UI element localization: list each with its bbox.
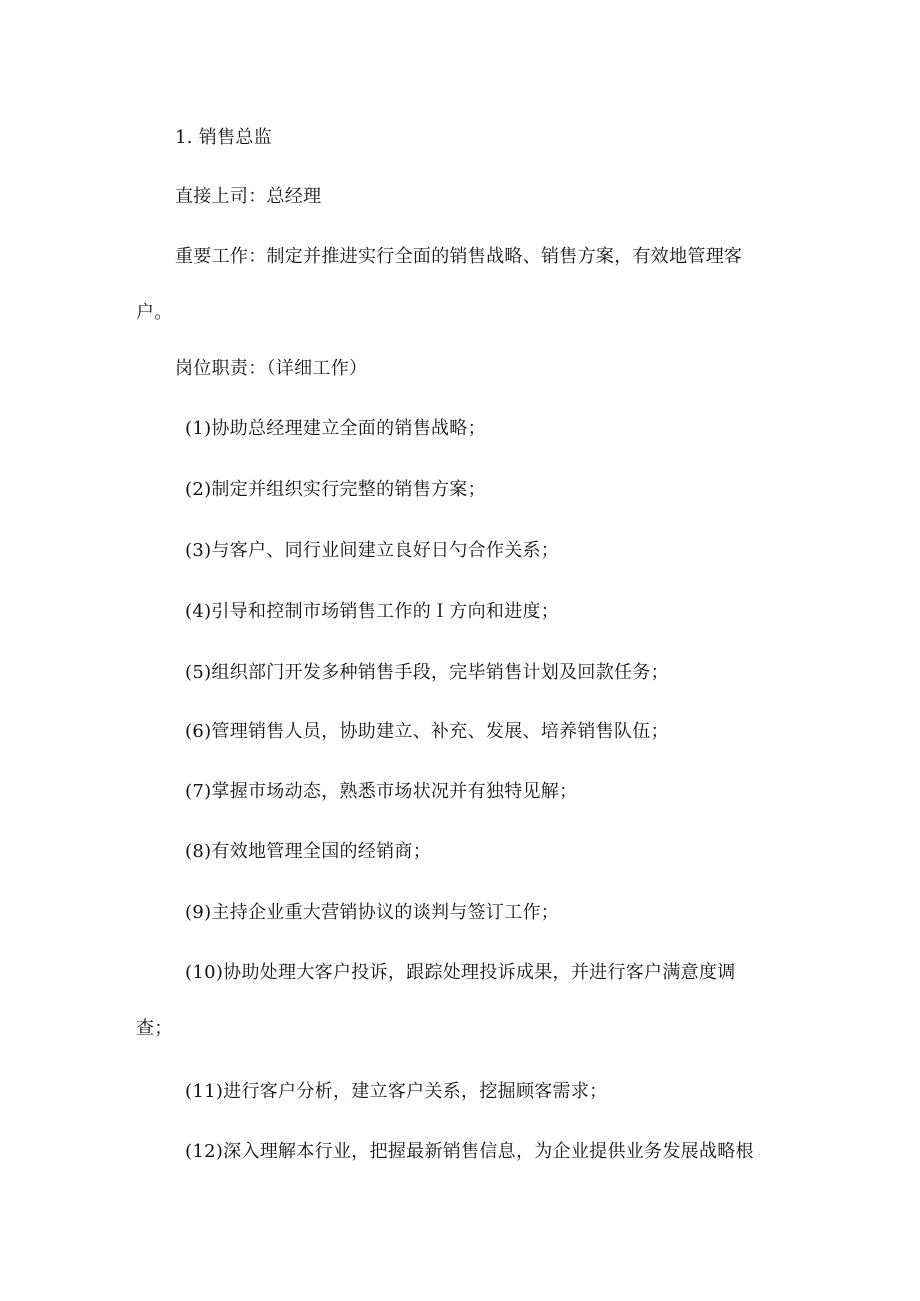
section-heading: 1. 销售总监 [175,127,272,148]
duty-item: (4)引导和控制市场销售工作的Ｉ方向和进度； [185,601,560,622]
duty-item: (5)组织部门开发多种销售手段，完毕销售计划及回款任务； [185,662,669,683]
duty-item-continuation: 查； [136,1018,173,1039]
duty-item: (3)与客户、同行业间建立良好日勺合作关系； [185,540,560,561]
duties-heading: 岗位职责：（详细工作） [175,358,368,379]
duty-item: (1)协助总经理建立全面的销售战略； [185,418,486,439]
duty-item: (10)协助处理大客户投诉，跟踪处理投诉成果，并进行客户满意度调 [185,962,736,983]
supervisor-line: 直接上司：总经理 [175,186,322,207]
main-work-line-1: 重要工作：制定并推进实行全面的销售战略、销售方案，有效地管理客 [175,246,743,267]
duty-item: (11)进行客户分析，建立客户关系，挖掘顾客需求； [185,1081,608,1102]
duty-item: (9)主持企业重大营销协议的谈判与签订工作； [185,902,560,923]
duty-item: (6)管理销售人员，协助建立、补充、发展、培养销售队伍； [185,721,669,742]
duty-item: (7)掌握市场动态，熟悉市场状况并有独特见解； [185,781,578,802]
duty-item: (8)有效地管理全国的经销商； [185,841,431,862]
duty-item: (2)制定并组织实行完整的销售方案； [185,479,486,500]
duty-item: (12)深入理解本行业，把握最新销售信息，为企业提供业务发展战略根 [185,1141,754,1162]
main-work-line-2: 户。 [136,302,173,323]
